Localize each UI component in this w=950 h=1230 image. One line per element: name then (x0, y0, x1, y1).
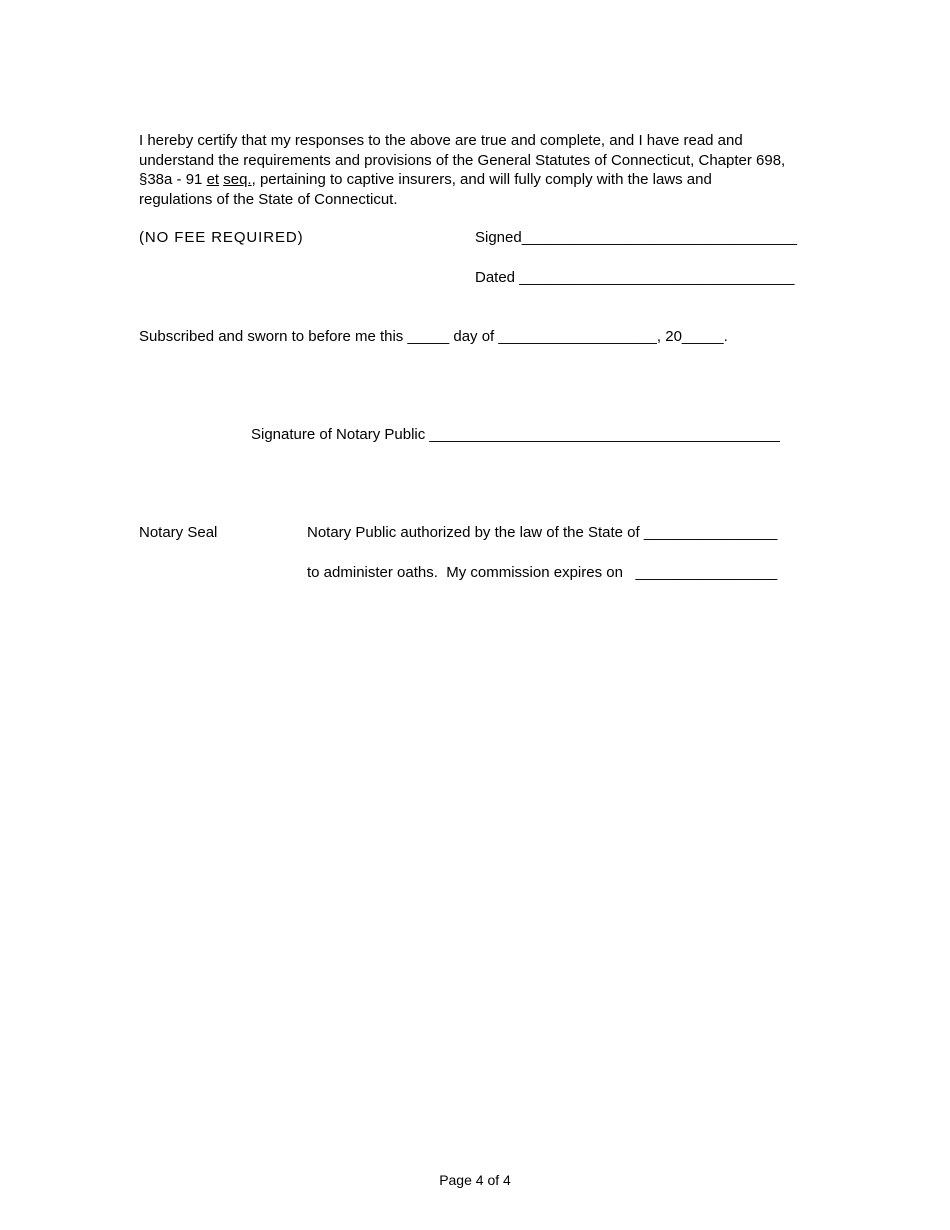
certification-line-3 (139, 170, 819, 190)
sworn-statement: Subscribed and sworn to before me this _____ day of ___________________, 20_____. (139, 328, 728, 345)
certification-line-3-rest: , pertaining to captive insurers, and will fully comply with the laws and (251, 171, 712, 188)
certification-line-2: understand the requirements and provisions of the General Statutes of Connecticut, Chapter 698, (139, 151, 786, 169)
notary-signature-field[interactable]: Signature of Notary Public __________________________________________ (251, 426, 780, 443)
signed-field[interactable]: Signed_________________________________ (475, 229, 798, 246)
dated-field[interactable]: Dated _________________________________ (475, 269, 795, 286)
certification-paragraph (139, 131, 819, 209)
certification-line-4: regulations of the State of Connecticut. (139, 190, 398, 208)
seq-underlined: seq. (223, 171, 252, 188)
page-number: Page 4 of 4 (439, 1172, 511, 1188)
statute-reference: §38a - 91 (139, 171, 207, 188)
notary-seal-label: Notary Seal (139, 524, 218, 541)
notary-state-field[interactable]: Notary Public authorized by the law of the State of ________________ (307, 524, 778, 541)
notary-commission-field[interactable]: to administer oaths. My commission expires on _________________ (307, 564, 778, 581)
certification-line-1: I hereby certify that my responses to the above are true and complete, and I have read and (139, 132, 743, 149)
et-underlined: et (206, 171, 220, 188)
no-fee-note: (NO FEE REQUIRED) (139, 229, 304, 246)
